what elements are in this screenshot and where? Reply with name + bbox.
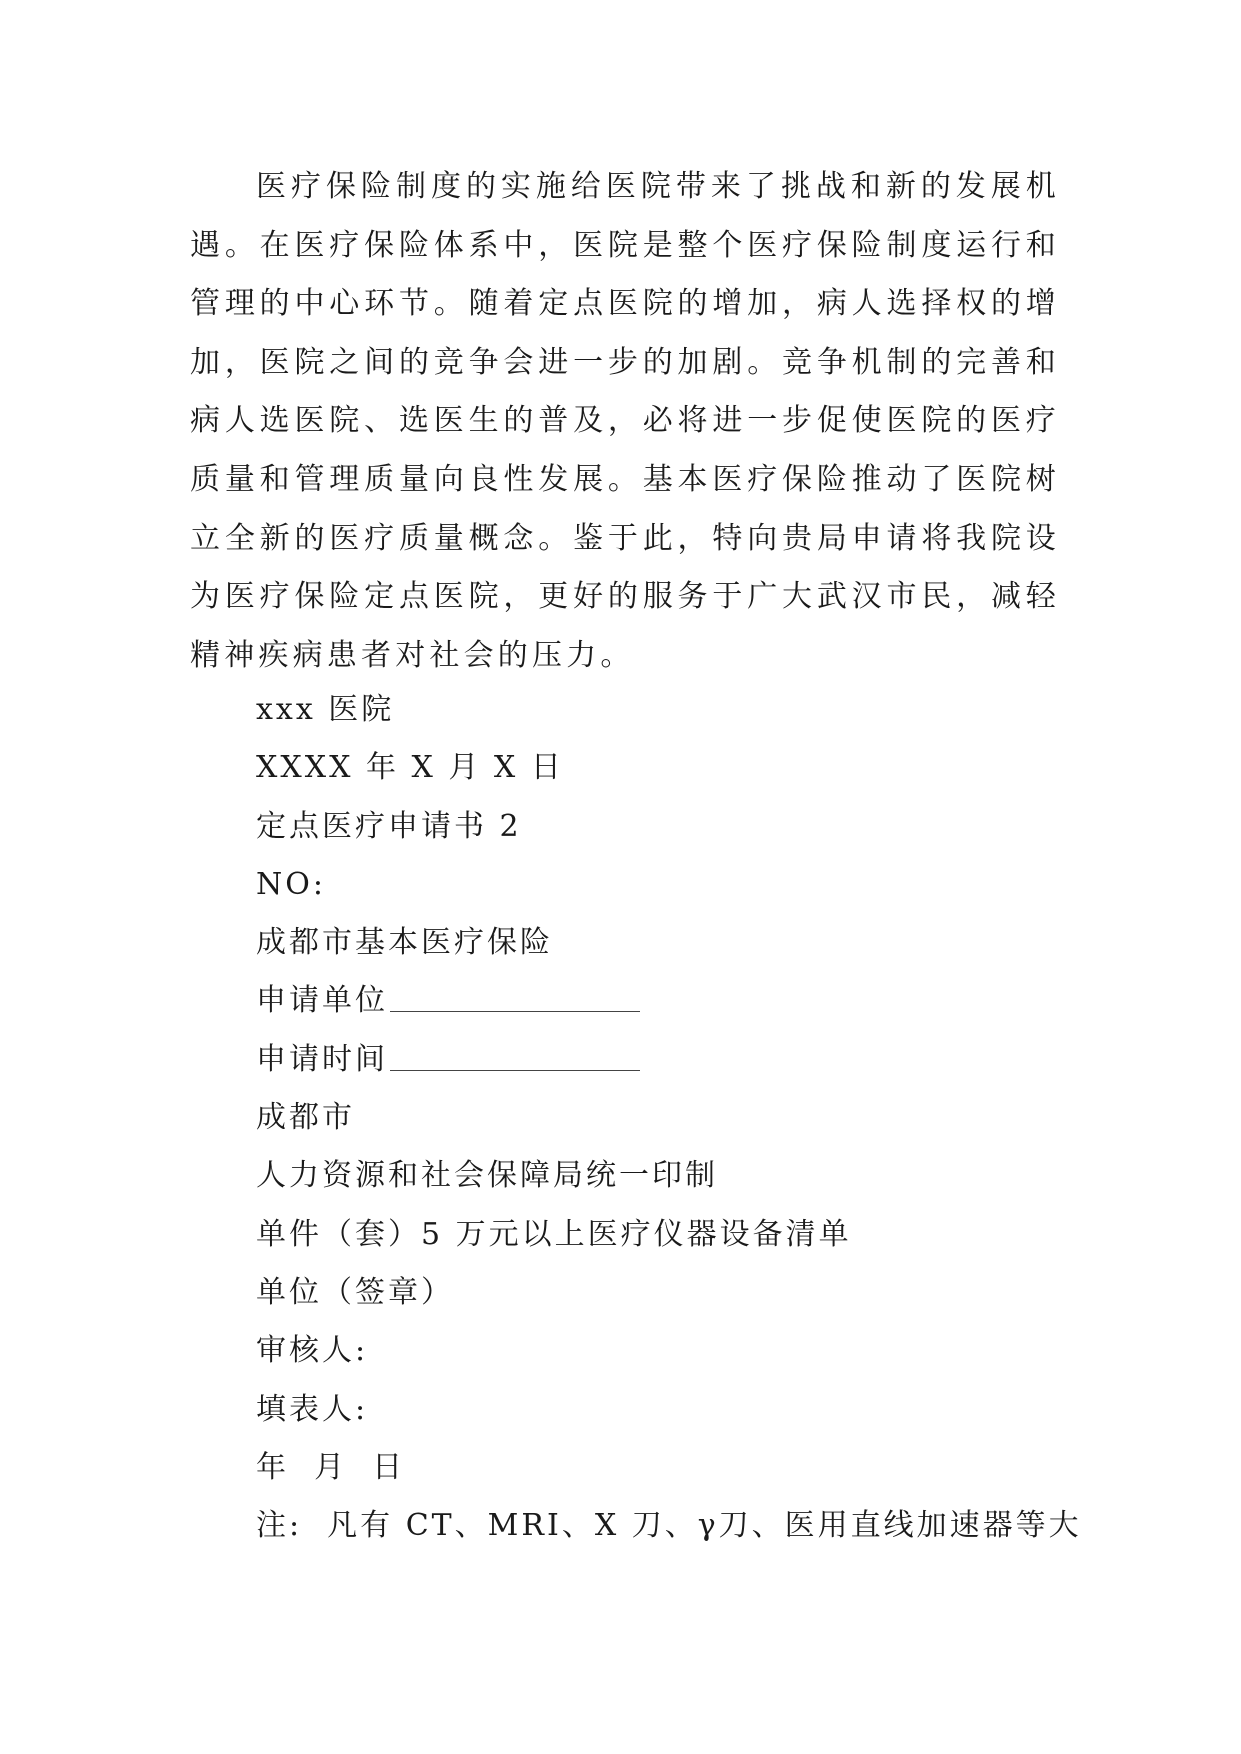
- city-line: 成都市: [256, 1100, 355, 1136]
- applicant-unit-row: [256, 972, 1056, 1030]
- filler-line: 填表人:: [256, 1391, 369, 1427]
- form-city-insurance: 成都市基本医疗保险: [256, 925, 553, 961]
- signature-date: XXXX 年 X 月 X 日: [256, 750, 564, 786]
- application-time-row: [256, 1031, 1056, 1089]
- application-paragraph: 医疗保险制度的实施给医院带来了挑战和新的发展机遇。在医疗保险体系中，医院是整个医疗保险制度运行和管理的中心环节。随着定点医院的增加，病人选择权的增加，医院之间的竞争会进一步的加剧。竞争机制的完善和病人选医院、选医生的普及，必将进一步促使医院的医疗质量和管理质量向良性发展。基本医疗保险推动了医院树立全新的医疗质量概念。鉴于此，特向贵局申请将我院设为医疗保险定点医院，更好的服务于广大武汉市民，减轻精神疾病患者对社会的压力。: [190, 169, 1060, 673]
- applicant-unit-blank: [390, 981, 640, 1012]
- reviewer-line: 审核人:: [256, 1333, 369, 1369]
- form-title: 定点医疗申请书 2: [256, 808, 522, 844]
- application-time-blank: [390, 1040, 640, 1071]
- unit-seal: 单位（签章）: [256, 1274, 454, 1310]
- date-placeholder: 年 月 日: [256, 1449, 406, 1485]
- issuing-bureau: 人力资源和社会保障局统一印制: [256, 1158, 718, 1194]
- form-number: NO:: [256, 866, 326, 902]
- form-lines: [256, 681, 1082, 1555]
- signature-hospital: xxx 医院: [256, 692, 395, 727]
- applicant-unit-label: 申请单位: [256, 983, 388, 1019]
- application-time-label: 申请时间: [256, 1041, 388, 1077]
- note-line: 注: 凡有 CT、MRI、X 刀、γ刀、医用直线加速器等大: [256, 1508, 1082, 1544]
- equipment-list-title: 单件（套）5 万元以上医疗仪器设备清单: [256, 1216, 852, 1252]
